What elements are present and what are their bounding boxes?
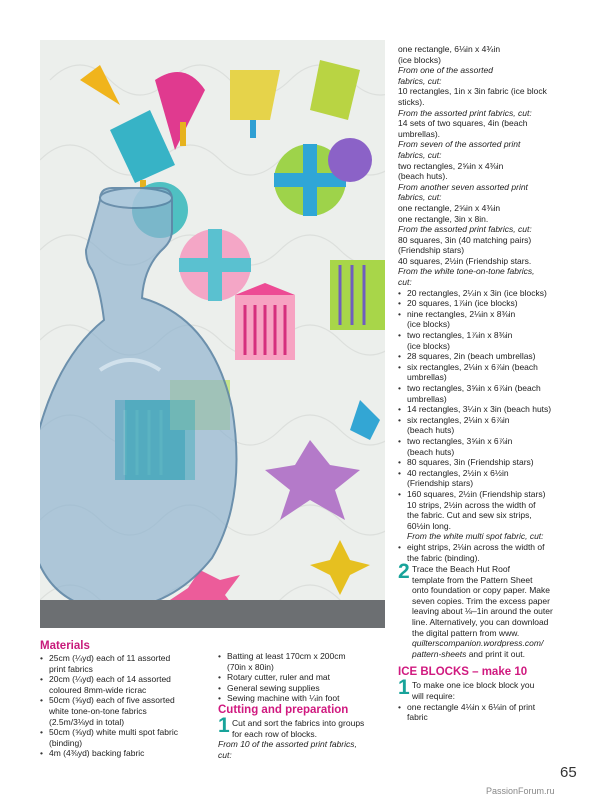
right-column-line: • two rectangles, 3⅝in x 6⅞in [398,436,573,447]
right-column-line: (beach huts). [398,171,448,182]
right-column-line: • 80 squares, 3in (Friendship stars) [398,457,573,468]
materials-item: print fabrics [49,663,93,674]
right-column-line: two rectangles, 2⅝in x 4⅜in [398,160,504,171]
right-column-line: • nine rectangles, 2⅛in x 8⅜in [398,309,573,320]
right-column-line: sticks). [398,96,425,107]
right-column-line: fabrics, cut: [398,75,442,86]
right-column-line: From another seven assorted print [398,181,528,192]
right-column-line: (ice blocks) [407,340,450,351]
cutting-column [218,640,378,760]
materials-item: • Sewing machine with ¼in foot [218,693,378,704]
materials-heading: Materials [40,640,90,652]
right-column-line: one rectangle, 3in x 8in. [398,213,489,224]
step-number: 1 [218,713,230,737]
quilt-photo [40,40,385,628]
right-column-line: the fabric (binding). [407,552,480,563]
cutting-heading: Cutting and preparation [218,703,349,716]
step-2-line: template from the Pattern Sheet [412,574,533,585]
right-column-line: From the white multi spot fabric, cut: [407,531,544,542]
right-column-line: • two rectangles, 1⅞in x 8⅜in [398,330,573,341]
page-number: 65 [560,764,577,781]
pattern-url-tail [412,649,573,660]
ice-blocks-line: To make one ice block block you [412,680,535,691]
right-column-line: From the assorted print fabrics, cut: [398,107,532,118]
materials-item: • General sewing supplies [218,683,378,694]
step-2-line: onto foundation or copy paper. Make [412,585,550,596]
right-column-line: From seven of the assorted print [398,139,521,150]
right-column-line: • six rectangles, 2⅛in x 6⅞in (beach [398,362,573,373]
right-column-line: 14 sets of two squares, 4in (beach [398,118,528,129]
materials-list [40,653,210,759]
materials-item: • 4m (4⅜yd) backing fabric [40,748,210,759]
cutting-step [218,713,378,739]
right-column-line: 10 strips, 2½in across the width of [407,499,536,510]
ice-blocks-step [398,676,573,702]
pattern-url-suffix: and print it out. [466,648,525,659]
right-column [398,44,573,723]
ice-blocks-heading: ICE BLOCKS – make 10 [398,666,528,679]
step-2-line: seven copies. Trim the excess paper [412,595,550,606]
right-column-line: fabrics, cut: [398,192,442,203]
right-column-line: (beach huts) [407,425,455,436]
step-2-line: the digital pattern from www. [412,627,520,638]
right-column-line: From the assorted print fabrics, cut: [398,224,532,235]
right-column-line: (ice blocks) [398,54,441,65]
pattern-url: quilterscompanion.wordpress.com/ [412,638,544,649]
right-column-line: • 14 rectangles, 3¼in x 3in (beach huts) [398,404,573,415]
materials-item: • 25cm (¼yd) each of 11 assorted [40,653,210,664]
materials-item: (70in x 80in) [227,661,274,672]
right-column-line: 80 squares, 3in (40 matching pairs) [398,234,532,245]
right-column-line: • six rectangles, 2⅛in x 6⅞in [398,415,573,426]
right-column-line: (beach huts) [407,446,455,457]
quilt-illustration [40,40,385,628]
right-column-line: 10 rectangles, 1in x 3in fabric (ice block [398,86,547,97]
right-column-line: • 20 squares, 1⅞in (ice blocks) [398,298,573,309]
right-column-line: 40 squares, 2½in (Friendship stars. [398,255,532,266]
right-column-line: From one of the assorted [398,65,493,76]
right-column-line: the fabric. Cut and sew six strips, [407,510,532,521]
right-column-line: • 160 squares, 2½in (Friendship stars) [398,489,573,500]
cutting-italic-2: cut: [218,749,232,760]
right-column-line: • 40 rectangles, 2½in x 6½in [398,468,573,479]
ice-blocks-bullet: • one rectangle 4⅛in x 6⅛in of print [398,702,573,713]
materials-item: coloured 8mm-wide ricrac [49,684,147,695]
cutting-line-2: for each row of blocks. [232,728,318,739]
step-2-line: Trace the Beach Hut Roof [412,564,510,575]
right-column-line: cut: [398,277,412,288]
ice-blocks-line: will require: [412,691,455,702]
right-column-line: fabrics, cut: [398,149,442,160]
right-column-line: (Friendship stars) [398,245,465,256]
step-number: 2 [398,560,410,584]
step-2 [398,560,573,659]
materials-item: • 20cm (¼yd) each of 14 assorted [40,674,210,685]
materials-column [40,640,210,759]
materials-list-continued [218,651,378,704]
step-2-line: leaving about ⅛–1in around the outer [412,606,553,617]
right-column-line: umbrellas) [407,393,447,404]
right-column-line: umbrellas). [398,128,441,139]
right-column-line: • eight strips, 2⅛in across the width of [398,542,573,553]
right-column-line: • two rectangles, 3⅝in x 6⅞in (beach [398,383,573,394]
right-column-line: From the white tone-on-tone fabrics, [398,266,535,277]
watermark-text: PassionForum.ru [486,786,555,796]
right-column-line: • 28 squares, 2in (beach umbrellas) [398,351,573,362]
cutting-line-1: Cut and sort the fabrics into groups [232,717,365,728]
cutting-italic-1: From 10 of the assorted print fabrics, [218,739,357,750]
right-column-line: one rectangle, 2⅝in x 4⅜in [398,202,501,213]
right-column-line: (ice blocks) [407,319,450,330]
right-column-line: umbrellas) [407,372,447,383]
materials-item: • Batting at least 170cm x 200cm [218,651,378,662]
materials-item: • 50cm (⅝yd) white multi spot fabric [40,727,210,738]
materials-item: white tone-on-tone fabrics [49,705,147,716]
step-number: 1 [398,676,410,700]
materials-item: • Rotary cutter, ruler and mat [218,672,378,683]
materials-item: (2.5m/3⅛yd in total) [49,716,125,727]
pattern-url-path: pattern-sheets [412,648,467,659]
materials-item: • 50cm (⅝yd) each of five assorted [40,695,210,706]
ice-blocks-bullet: fabric [407,712,428,723]
materials-item: (binding) [49,737,83,748]
right-column-line: • 20 rectangles, 2¼in x 3in (ice blocks) [398,288,573,299]
right-column-line: (Friendship stars) [407,478,474,489]
right-column-line: 60½in long. [407,520,451,531]
right-column-line: one rectangle, 6⅛in x 4¾in [398,44,501,54]
step-2-line: line. Alternatively, you can download [412,617,549,628]
